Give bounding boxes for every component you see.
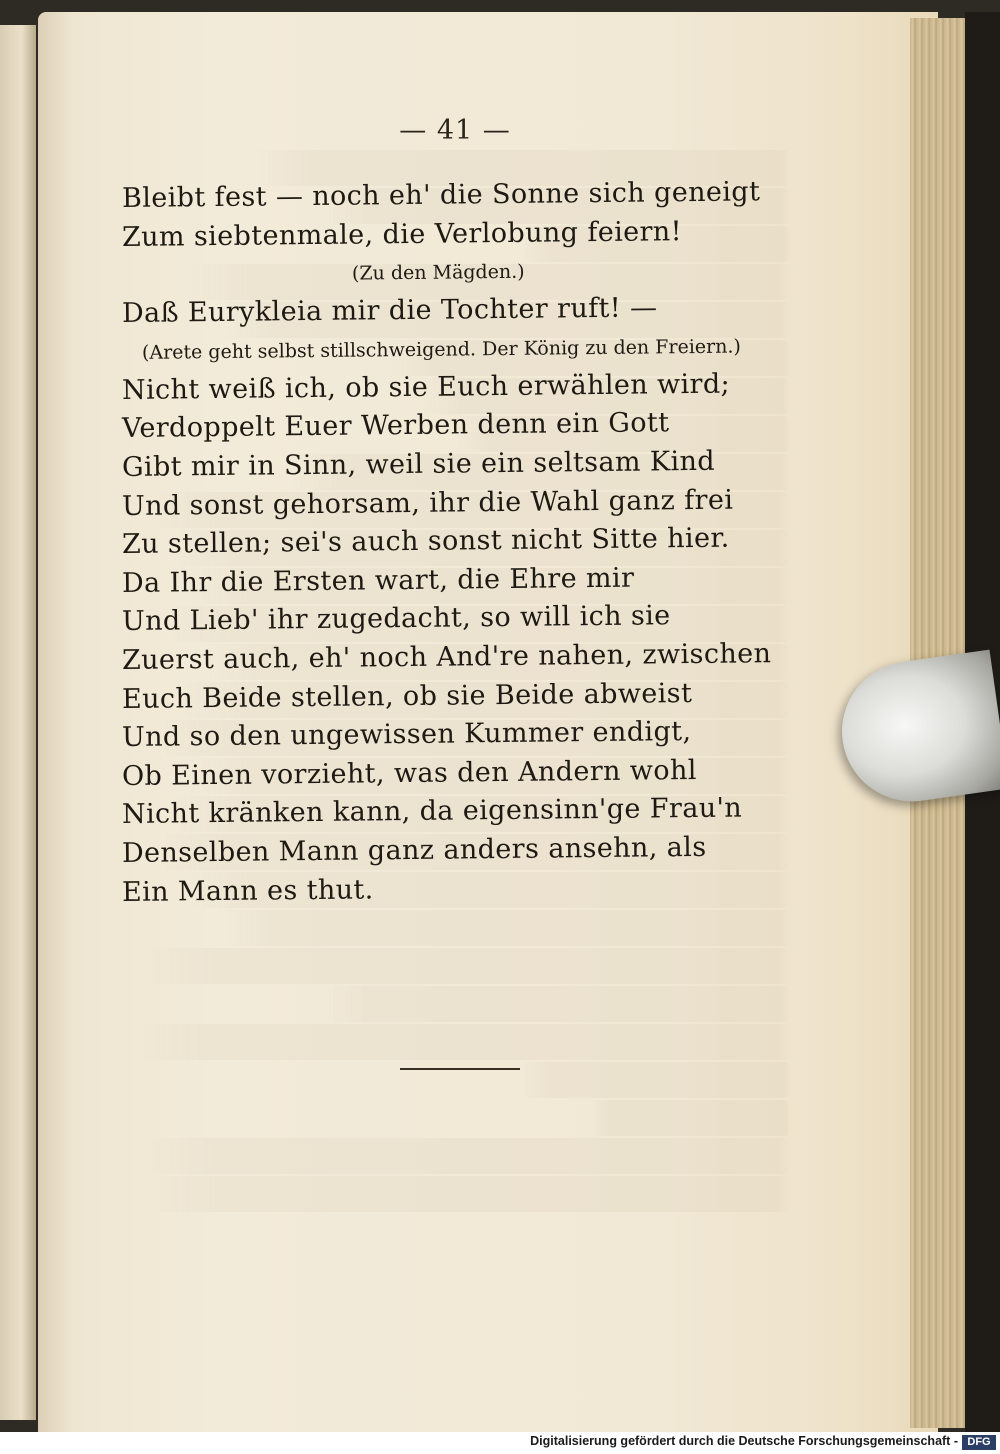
verse-line: Zum siebtenmale, die Verlobung feiern! [121,215,683,253]
verse-line: Da Ihr die Ersten wart, die Ehre mir [121,562,635,599]
verse-line: Und sonst gehorsam, ihr die Wahl ganz frei [121,484,734,522]
verse-line: Und so den ungewissen Kummer endigt, [121,716,692,754]
verse-line: Euch Beide stellen, ob sie Beide abweist [121,677,693,715]
dfg-logo: DFG [962,1435,996,1450]
left-page-edge [0,25,36,1420]
verse-line: Bleibt fest — noch eh' die Sonne sich geneigt [121,176,761,214]
verse-line: Verdoppelt Euer Werben denn ein Gott [121,407,670,445]
stage-direction: (Arete geht selbst stillschweigend. Der König zu den Freiern.) [141,335,741,364]
stage-direction: (Zu den Mägden.) [351,260,525,285]
verse-line: Zu stellen; sei's auch sonst nicht Sitte hier. [121,522,730,561]
funding-credit: Digitalisierung gefördert durch die Deutsche Forschungsgemeinschaft - [530,1434,958,1448]
verse-line: Gibt mir in Sinn, weil sie ein seltsam Kind [121,445,716,483]
digitization-footer [0,1432,1000,1454]
verse-line: Nicht weiß ich, ob sie Euch erwählen wird; [121,368,731,406]
verse-line: Nicht kränken kann, da eigensinn'ge Frau'n [121,792,743,831]
section-divider-rule [400,1068,520,1070]
verse-line: Denselben Mann ganz anders ansehn, als [121,831,707,869]
verse-line: Zuerst auch, eh' noch And're nahen, zwischen [121,638,772,676]
verse-line: Ob Einen vorzieht, was den Andern wohl [121,754,697,792]
verse-line: Daß Eurykleia mir die Tochter ruft! — [121,292,658,330]
verse-line: Ein Mann es thut. [121,873,374,908]
verse-line: Und Lieb' ihr zugedacht, so will ich sie [121,600,671,638]
page-number: — 41 — [399,115,511,146]
verse-text-block [121,176,782,912]
